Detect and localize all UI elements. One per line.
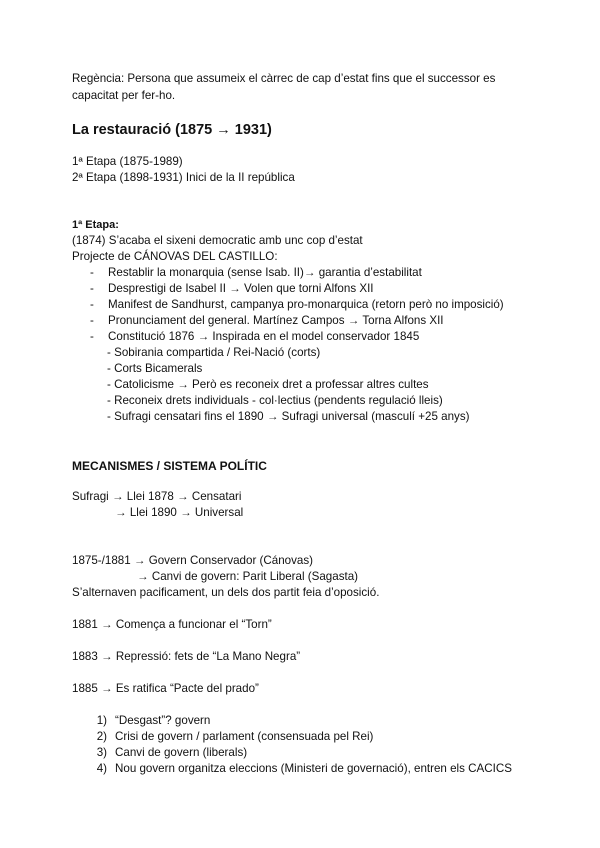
item-text: Crisi de govern / parlament (consensuada pel Rei)	[115, 730, 374, 743]
item-number: 3)	[96, 746, 107, 759]
list-item: - Desprestigi de Isabel II → Volen que torni Alfons XII	[90, 282, 374, 295]
stage1-line: Projecte de CÁNOVAS DEL CASTILLO:	[72, 250, 278, 263]
sub-item: - Sufragi censatari fins el 1890 → Sufragi universal (masculí +25 anys)	[107, 410, 470, 423]
item-text: Nou govern organitza eleccions (Ministeri de governació), entren els CACICS	[115, 762, 512, 775]
stage-line: 2ª Etapa (1898-1931) Inici de la II república	[72, 171, 295, 184]
numbered-item	[90, 745, 247, 761]
event-1881: 1881 → Comença a funcionar el “Torn”	[72, 618, 272, 631]
intro-line: Regència: Persona que assumeix el càrrec de cap d’estat fins que el successor es	[72, 72, 496, 85]
section-title-restauracio: La restauració (1875 → 1931)	[72, 122, 272, 138]
sub-item: - Corts Bicamerals	[107, 362, 203, 375]
list-item: - Manifest de Sandhurst, campanya pro-monarquica (retorn però no imposició)	[90, 298, 504, 311]
item-number: 4)	[96, 762, 107, 775]
event-1885: 1885 → Es ratifica “Pacte del prado”	[72, 682, 259, 695]
numbered-item	[90, 729, 373, 745]
numbered-item	[90, 713, 210, 729]
sub-item: - Catolicisme → Però es reconeix dret a professar altres cultes	[107, 378, 429, 391]
list-item-text: Pronunciament del general. Martínez Campos → Torna Alfons XII	[108, 314, 444, 327]
sub-item: - Sobirania compartida / Rei-Nació (corts)	[107, 346, 321, 359]
list-item-text: Desprestigi de Isabel II → Volen que torni Alfons XII	[108, 282, 374, 295]
list-item-text: Constitució 1876 → Inspirada en el model conservador 1845	[108, 330, 420, 343]
list-item-text: Restablir la monarquia (sense Isab. II)→ garantia d’estabilitat	[108, 266, 422, 279]
stage1-line: (1874) S’acaba el sixeni democratic amb unc cop d’estat	[72, 234, 363, 247]
section-title-mecanismes: MECANISMES / SISTEMA POLÍTIC	[72, 459, 267, 473]
list-item: - Constitució 1876 → Inspirada en el model conservador 1845	[90, 330, 420, 343]
item-text: “Desgast”? govern	[115, 714, 211, 727]
sufragi-line: Sufragi → Llei 1878 → Censatari	[72, 490, 242, 503]
stage-line: 1ª Etapa (1875-1989)	[72, 155, 183, 168]
list-item: - Pronunciament del general. Martínez Campos → Torna Alfons XII	[90, 314, 444, 327]
govern-line: S’alternaven pacificament, un dels dos partit feia d’oposició.	[72, 586, 380, 599]
govern-line: 1875-/1881 → Govern Conservador (Cánovas)	[72, 554, 314, 567]
list-item-text: Manifest de Sandhurst, campanya pro-monarquica (retorn però no imposició)	[108, 298, 504, 311]
govern-line: → Canvi de govern: Parit Liberal (Sagasta)	[137, 570, 359, 583]
numbered-item	[90, 761, 512, 777]
item-number: 1)	[96, 714, 107, 727]
item-text: Canvi de govern (liberals)	[115, 746, 248, 759]
stage1-heading: 1ª Etapa:	[72, 219, 119, 231]
event-1883: 1883 → Repressió: fets de “La Mano Negra”	[72, 650, 301, 663]
list-item: - Restablir la monarquia (sense Isab. II)→ garantia d’estabilitat	[90, 266, 422, 279]
item-number: 2)	[96, 730, 107, 743]
sufragi-line: → Llei 1890 → Universal	[115, 506, 244, 519]
intro-line: capacitat per fer-ho.	[72, 89, 176, 102]
sub-item: - Reconeix drets individuals - col·lectius (pendents regulació lleis)	[107, 394, 443, 407]
